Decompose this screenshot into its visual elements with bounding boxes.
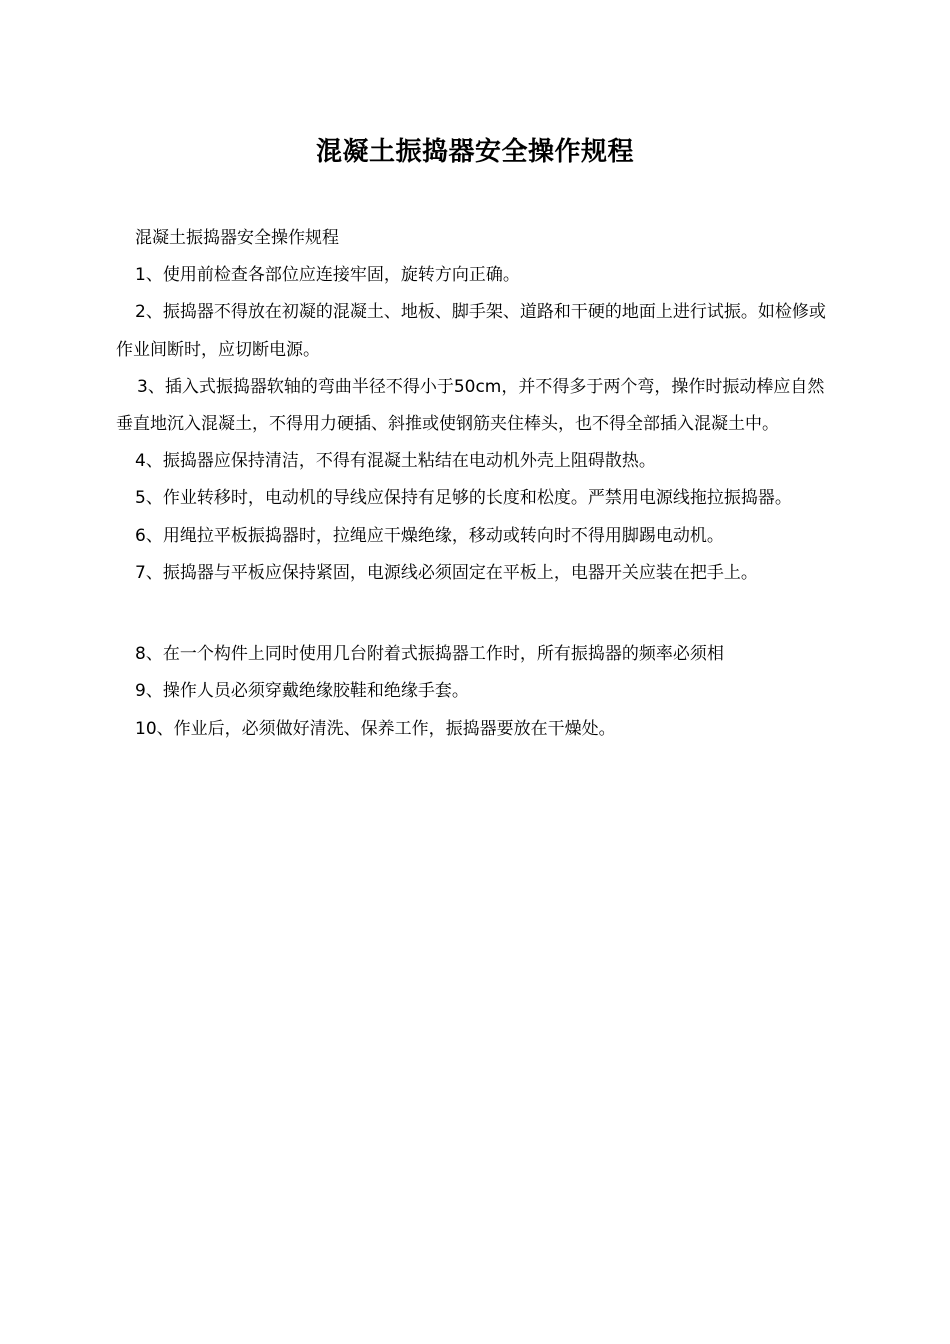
paragraph-spacer	[116, 592, 836, 629]
document-subtitle: 混凝土振捣器安全操作规程	[135, 228, 339, 248]
rule-item-8: 8、在一个构件上同时使用几台附着式振捣器工作时，所有振捣器的频率必须相	[135, 644, 724, 665]
rule-item-6: 6、用绳拉平板振捣器时，拉绳应干燥绝缘，移动或转向时不得用脚踢电动机。	[135, 525, 724, 546]
document-body	[116, 220, 836, 748]
rule-item-10: 10、作业后，必须做好清洗、保养工作，振捣器要放在干燥处。	[135, 718, 616, 739]
rule-item-9: 9、操作人员必须穿戴绝缘胶鞋和绝缘手套。	[135, 681, 469, 702]
rule-item-2: 2、振捣器不得放在初凝的混凝土、地板、脚手架、道路和干硬的地面上进行试振。如检修或作业间断时，应切断电源。	[116, 302, 826, 360]
rule-item-3: 3、插入式振捣器软轴的弯曲半径不得小于50cm，并不得多于两个弯，操作时振动棒应自然垂直地沉入混凝土，不得用力硬插、斜推或使钢筋夹住棒头，也不得全部插入混凝土中。	[116, 376, 825, 435]
rule-item-7: 7、振捣器与平板应保持紧固，电源线必须固定在平板上，电器开关应装在把手上。	[135, 562, 758, 583]
rule-item-4: 4、振捣器应保持清洁，不得有混凝土粘结在电动机外壳上阻碍散热。	[135, 451, 656, 472]
rule-item-5: 5、作业转移时，电动机的导线应保持有足够的长度和松度。严禁用电源线拖拉振捣器。	[135, 488, 792, 509]
rule-item-1: 1、使用前检查各部位应连接牢固，旋转方向正确。	[135, 265, 520, 286]
document-title: 混凝土振捣器安全操作规程	[315, 137, 634, 167]
